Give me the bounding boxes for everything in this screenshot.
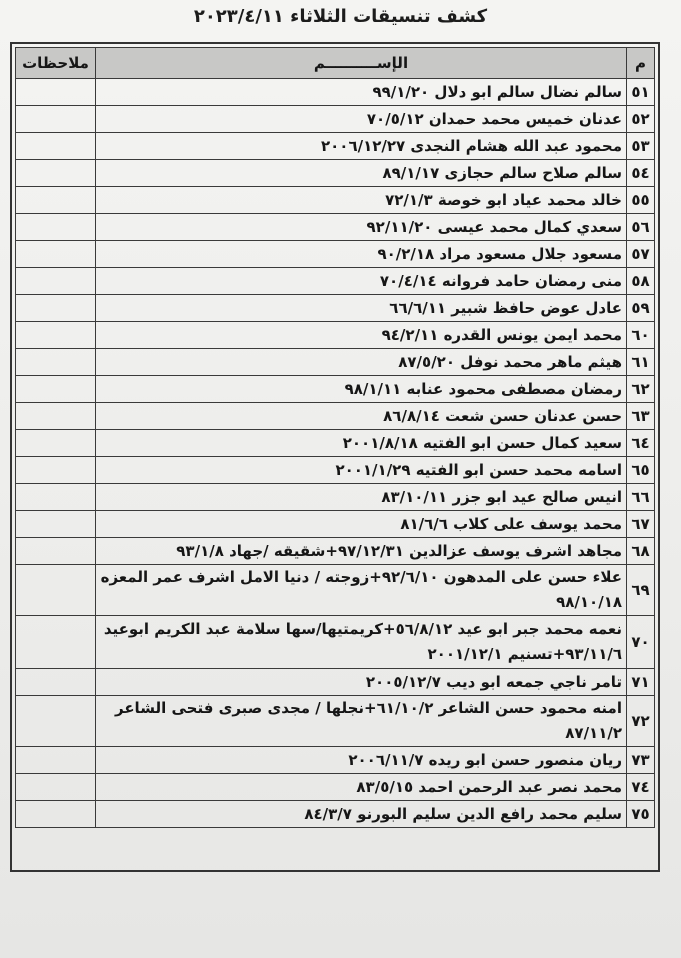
row-number: ٥٨ <box>627 268 655 295</box>
table-row <box>16 801 655 828</box>
table-row <box>16 322 655 349</box>
table-row <box>16 747 655 774</box>
row-notes <box>16 133 96 160</box>
row-name: محمد يوسف على كلاب ٨١/٦/٦ <box>96 511 627 538</box>
row-number: ٦٤ <box>627 430 655 457</box>
row-number: ٦١ <box>627 349 655 376</box>
row-name: سليم محمد رافع الدين سليم البورنو ٨٤/٣/٧ <box>96 801 627 828</box>
row-notes <box>16 295 96 322</box>
table-row <box>16 160 655 187</box>
table-row <box>16 774 655 801</box>
row-number: ٥١ <box>627 79 655 106</box>
row-notes <box>16 747 96 774</box>
table-row <box>16 538 655 565</box>
row-number: ٥٧ <box>627 241 655 268</box>
document-title: كشف تنسيقات الثلاثاء ٢٠٢٣/٤/١١ <box>193 6 488 27</box>
row-notes <box>16 160 96 187</box>
row-name: رمضان مصطفى محمود عنابه ٩٨/١/١١ <box>96 376 627 403</box>
roster-table <box>15 47 655 828</box>
row-notes <box>16 484 96 511</box>
header-name: الإســــــــــم <box>96 48 627 79</box>
row-notes <box>16 538 96 565</box>
row-notes <box>16 187 96 214</box>
row-name: انيس صالح عيد ابو جزر ٨٣/١٠/١١ <box>96 484 627 511</box>
table-row <box>16 295 655 322</box>
row-name: سالم نضال سالم ابو دلال ٩٩/١/٢٠ <box>96 79 627 106</box>
row-number: ٦٦ <box>627 484 655 511</box>
row-notes <box>16 268 96 295</box>
table-row <box>16 484 655 511</box>
row-number: ٥٤ <box>627 160 655 187</box>
row-name: عدنان خميس محمد حمدان ٧٠/٥/١٢ <box>96 106 627 133</box>
row-notes <box>16 241 96 268</box>
row-notes <box>16 616 96 669</box>
row-notes <box>16 403 96 430</box>
row-notes <box>16 106 96 133</box>
row-name: تامر ناجي جمعه ابو ديب ٢٠٠٥/١٢/٧ <box>96 669 627 696</box>
row-name: محمد نصر عبد الرحمن احمد ٨٣/٥/١٥ <box>96 774 627 801</box>
row-number: ٧٤ <box>627 774 655 801</box>
row-notes <box>16 511 96 538</box>
row-notes <box>16 214 96 241</box>
row-number: ٧٥ <box>627 801 655 828</box>
table-row <box>16 214 655 241</box>
row-number: ٧٢ <box>627 696 655 747</box>
row-notes <box>16 669 96 696</box>
row-name: اسامه محمد حسن ابو الفتيه ٢٠٠١/١/٢٩ <box>96 457 627 484</box>
row-number: ٥٢ <box>627 106 655 133</box>
row-notes <box>16 430 96 457</box>
table-row <box>16 349 655 376</box>
row-number: ٧٠ <box>627 616 655 669</box>
row-name: محمد ايمن يونس القدره ٩٤/٢/١١ <box>96 322 627 349</box>
row-name: منى رمضان حامد فروانه ٧٠/٤/١٤ <box>96 268 627 295</box>
table-row <box>16 696 655 747</box>
table-row <box>16 457 655 484</box>
row-number: ٥٥ <box>627 187 655 214</box>
row-name: هيثم ماهر محمد نوفل ٨٧/٥/٢٠ <box>96 349 627 376</box>
row-notes <box>16 79 96 106</box>
header-notes: ملاحظات <box>16 48 96 79</box>
row-number: ٥٣ <box>627 133 655 160</box>
table-row <box>16 565 655 616</box>
table-row <box>16 430 655 457</box>
table-row <box>16 403 655 430</box>
row-notes <box>16 801 96 828</box>
row-number: ٦٩ <box>627 565 655 616</box>
table-row <box>16 241 655 268</box>
row-name: عادل عوض حافظ شبير ٦٦/٦/١١ <box>96 295 627 322</box>
row-number: ٦٠ <box>627 322 655 349</box>
row-name: مجاهد اشرف يوسف عزالدين ٩٧/١٢/٣١+شقيقه /جهاد ٩٣/١/٨ <box>96 538 627 565</box>
table-row <box>16 511 655 538</box>
table-row <box>16 187 655 214</box>
row-number: ٦٨ <box>627 538 655 565</box>
header-number: م <box>627 48 655 79</box>
row-number: ٥٩ <box>627 295 655 322</box>
row-name: سالم صلاح سالم حجازى ٨٩/١/١٧ <box>96 160 627 187</box>
table-row <box>16 268 655 295</box>
row-notes <box>16 774 96 801</box>
table-row <box>16 616 655 669</box>
row-number: ٧٣ <box>627 747 655 774</box>
row-name: علاء حسن على المدهون ٩٢/٦/١٠+زوجته / دنيا الامل اشرف عمر المعزه ٩٨/١٠/١٨ <box>96 565 627 616</box>
row-notes <box>16 322 96 349</box>
row-name: محمود عبد الله هشام النجدى ٢٠٠٦/١٢/٢٧ <box>96 133 627 160</box>
table-row <box>16 133 655 160</box>
row-number: ٥٦ <box>627 214 655 241</box>
row-name: نعمه محمد جبر ابو عيد ٥٦/٨/١٢+كريمتيها/سها سلامة عبد الكريم ابوعيد ٩٣/١١/٦+تسنيم ٢٠٠١/١٢/١ <box>96 616 627 669</box>
row-name: سعدي كمال محمد عيسى ٩٢/١١/٢٠ <box>96 214 627 241</box>
table-row <box>16 669 655 696</box>
row-name: سعيد كمال حسن ابو الفتيه ٢٠٠١/٨/١٨ <box>96 430 627 457</box>
table-row <box>16 376 655 403</box>
row-notes <box>16 696 96 747</box>
row-name: ريان منصور حسن ابو ريده ٢٠٠٦/١١/٧ <box>96 747 627 774</box>
roster-frame <box>10 42 660 872</box>
row-name: مسعود جلال مسعود مراد ٩٠/٢/١٨ <box>96 241 627 268</box>
row-notes <box>16 376 96 403</box>
row-number: ٦٣ <box>627 403 655 430</box>
row-name: حسن عدنان حسن شعت ٨٦/٨/١٤ <box>96 403 627 430</box>
row-number: ٦٥ <box>627 457 655 484</box>
row-notes <box>16 349 96 376</box>
row-number: ٦٢ <box>627 376 655 403</box>
table-row <box>16 106 655 133</box>
row-notes <box>16 457 96 484</box>
table-row <box>16 79 655 106</box>
table-header-row <box>16 48 655 79</box>
row-number: ٧١ <box>627 669 655 696</box>
row-name: خالد محمد عياد ابو خوصة ٧٢/١/٣ <box>96 187 627 214</box>
row-name: امنه محمود حسن الشاعر ٦١/١٠/٢+نجلها / مجدى صبرى فتحى الشاعر ٨٧/١١/٢ <box>96 696 627 747</box>
row-number: ٦٧ <box>627 511 655 538</box>
row-notes <box>16 565 96 616</box>
